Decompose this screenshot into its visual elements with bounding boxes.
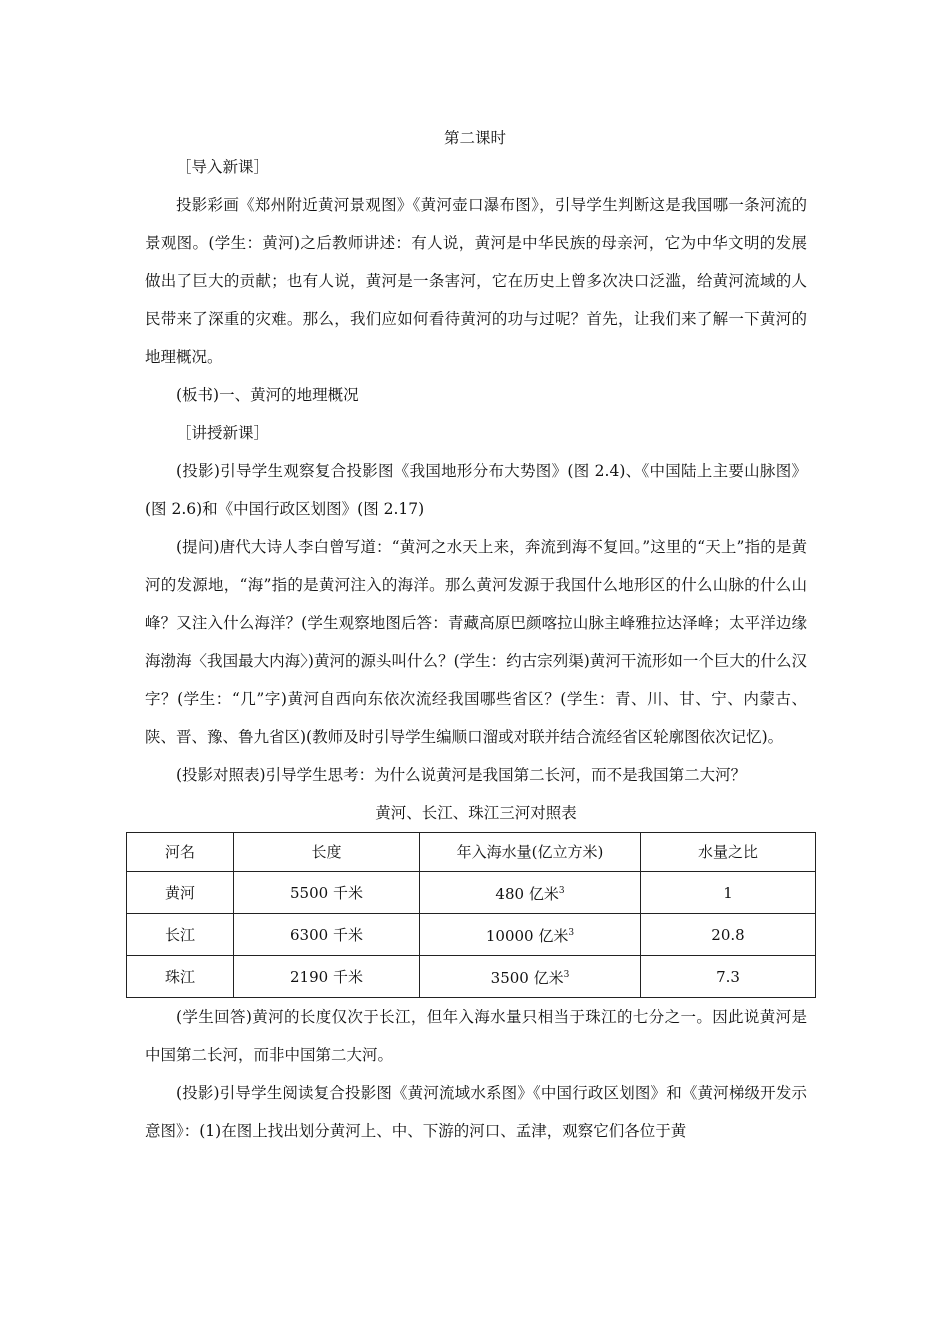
- intro-heading: ［导入新课］: [176, 158, 270, 176]
- cell-length: 5500 千米: [234, 872, 420, 914]
- volume-unit-exponent: 3: [558, 886, 565, 896]
- cell-length: 2190 千米: [234, 956, 420, 998]
- header-river-name: 河名: [127, 833, 234, 872]
- cell-ratio: 7.3: [641, 956, 816, 998]
- projection-paragraph-1: (投影)引导学生观察复合投影图《我国地形分布大势图》(图 2.4)、《中国陆上主要山脉图》(图 2.6)和《中国行政区划图》(图 2.17): [145, 462, 807, 518]
- header-ratio: 水量之比: [641, 833, 816, 872]
- cell-river-name: 珠江: [127, 956, 234, 998]
- header-volume: 年入海水量(亿立方米): [420, 833, 641, 872]
- volume-value: 3500 亿米: [490, 969, 564, 987]
- cell-river-name: 黄河: [127, 872, 234, 914]
- cell-volume: [420, 872, 641, 914]
- cell-ratio: 20.8: [641, 914, 816, 956]
- cell-length: 6300 千米: [234, 914, 420, 956]
- projection-paragraph-2: (投影对照表)引导学生思考：为什么说黄河是我国第二长河，而不是我国第二大河？: [176, 766, 747, 784]
- table-caption: 黄河、长江、珠江三河对照表: [375, 804, 577, 822]
- intro-paragraph: 投影彩画《郑州附近黄河景观图》《黄河壶口瀑布图》，引导学生判断这是我国哪一条河流的景观图。(学生：黄河)之后教师讲述：有人说，黄河是中华民族的母亲河，它为中华文明的发展做出了巨大的贡献；也有人说，黄河是一条害河，它在历史上曾多次决口泛滥，给黄河流域的人民带来了深重的灾难。那么，我们应如何看待黄河的功与过呢？首先，让我们来了解一下黄河的地理概况。: [145, 196, 807, 366]
- table-row: [127, 914, 816, 956]
- cell-volume: [420, 956, 641, 998]
- header-length: 长度: [234, 833, 420, 872]
- document-body: [145, 148, 807, 1150]
- volume-unit-exponent: 3: [568, 928, 575, 938]
- answer-paragraph: (学生回答)黄河的长度仅次于长江，但年入海水量只相当于珠江的七分之一。因此说黄河是中国第二长河，而非中国第二大河。: [145, 1008, 807, 1064]
- river-comparison-table: [126, 832, 816, 998]
- table-row: [127, 872, 816, 914]
- cell-ratio: 1: [641, 872, 816, 914]
- question-paragraph: (提问)唐代大诗人李白曾写道：“黄河之水天上来，奔流到海不复回。”这里的“天上”指的是黄河的发源地，“海”指的是黄河注入的海洋。那么黄河发源于我国什么地形区的什么山脉的什么山峰？又注入什么海洋？(学生观察地图后答：青藏高原巴颜喀拉山脉主峰雅拉达泽峰；太平洋边缘海渤海〈我国最大内海〉)黄河的源头叫什么？(学生：约古宗列渠)黄河干流形如一个巨大的什么汉字？(学生：“几”字)黄河自西向东依次流经我国哪些省区？(学生：青、川、甘、宁、内蒙古、陕、晋、豫、鲁九省区)(教师及时引导学生编顺口溜或对联并结合流经省区轮廓图依次记忆)。: [145, 538, 807, 746]
- volume-unit-exponent: 3: [563, 970, 570, 980]
- volume-value: 480 亿米: [495, 885, 559, 903]
- cell-river-name: 长江: [127, 914, 234, 956]
- cell-volume: [420, 914, 641, 956]
- teach-heading: ［讲授新课］: [176, 424, 270, 442]
- projection-paragraph-3: (投影)引导学生阅读复合投影图《黄河流域水系图》《中国行政区划图》和《黄河梯级开发示意图》：(1)在图上找出划分黄河上、中、下游的河口、孟津，观察它们各位于黄: [145, 1084, 807, 1140]
- table-header-row: [127, 833, 816, 872]
- board-note: (板书)一、黄河的地理概况: [176, 386, 359, 404]
- table-row: [127, 956, 816, 998]
- lesson-title: 第二课时: [443, 129, 506, 147]
- volume-value: 10000 亿米: [485, 927, 569, 945]
